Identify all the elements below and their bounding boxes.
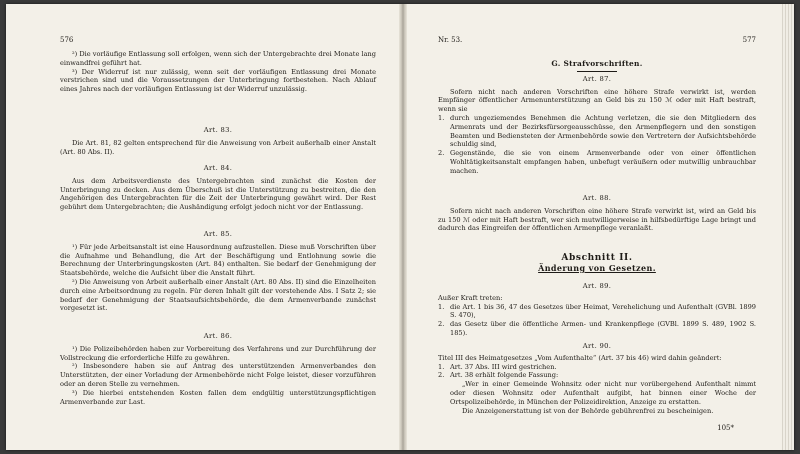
list-item (438, 371, 756, 380)
paragraph: ²) Insbesondere haben sie auf Antrag des unterstützenden Armenverbandes den Unterstützten, der einer Vorladung der Armenbehörde nicht Folge leistet, dieser vorzuführen oder an deren Stelle zu vernehmen. (60, 362, 376, 388)
book-gutter (399, 4, 407, 450)
paragraph: Die Art. 81, 82 gelten entsprechend für die Anweisung von Arbeit außerhalb einer Anstalt (Art. 80 Abs. II). (60, 138, 376, 156)
part-title: Änderung von Gesetzen. (538, 262, 656, 273)
paragraph: ¹) Die Polizeibehörden haben zur Vorbereitung des Verfahrens und zur Durchführung der Vollstreckung die erforderliche Hilfe zu gewähren. (60, 344, 376, 362)
article-heading: Art. 85. (203, 230, 233, 238)
list-item (438, 320, 756, 338)
paragraph: ²) Die vorläufige Entlassung soll erfolgen, wenn sich der Untergebrachte drei Monate lang einwandfrei geführt hat. (60, 50, 376, 67)
list-marker: 1. (438, 362, 445, 371)
divider (577, 71, 617, 72)
list-marker: 2. (438, 149, 445, 158)
page-number: 576 (60, 36, 74, 44)
article-heading: Art. 87. (582, 74, 612, 83)
article-heading: Art. 86. (203, 332, 233, 340)
list-text: das Gesetz über die öffentliche Armen- und Krankenpflege (GVBl. 1899 S. 489, 1902 S. 185). (450, 320, 756, 337)
quoted-paragraph: Die Anzeigenerstattung ist von der Behörde gebührenfrei zu bescheinigen. (462, 406, 714, 415)
list-text: Art. 38 erhält folgende Fassung: (450, 371, 559, 380)
paragraph: ³) Die hierbei entstehenden Kosten fallen dem endgültig unterstützungspflichtigen Armenverbande zur Last. (60, 388, 376, 406)
paragraph: Sofern nicht nach anderen Vorschriften eine höhere Strafe verwirkt ist, werden Empfänger öffentlicher Armenunterstützung an Geld bis zu 150 ℳ oder mit Haft bestraft, wenn sie (438, 87, 756, 114)
page-edges (782, 4, 794, 450)
quoted-paragraph: „Wer in einer Gemeinde Wohnsitz oder nicht nur vorübergehend Aufenthalt nimmt oder diesen Wohnsitz oder Aufenthalt aufgibt, hat binnen einer Woche der Ortspolizeibehörde, in München der Polizeidirektion, Anzeige zu erstatten. (450, 380, 756, 406)
part-heading: Abschnitt II. (561, 253, 633, 263)
list-marker: 1. (438, 302, 445, 311)
paragraph: ³) Der Widerruf ist nur zulässig, wenn seit der vorläufigen Entlassung drei Monate verstrichen sind und die Voraussetzungen der Unterbringung fortbestehen. Nach Ablauf eines Jahres nach der vorläufigen Entlassung ist der Widerruf unzulässig. (60, 67, 376, 94)
article-heading: Art. 90. (582, 342, 612, 350)
left-page (60, 4, 376, 450)
article-heading: Art. 84. (203, 164, 233, 172)
article-heading: Art. 88. (582, 194, 612, 202)
list-item (438, 363, 756, 372)
right-page (438, 4, 756, 450)
list-text: Gegenstände, die sie von einem Armenverbande oder von einer öffentlichen Wohltätigkeitsanstalt empfangen haben, unbefugt veräußern oder mutwillig unbrauchbar machen. (450, 149, 756, 175)
list-text: durch ungeziemendes Benehmen die Achtung verletzen, die sie den Mitgliedern des Armenrats und der Bezirksfürsorgeausschüsse, den Armenpflegern und den sonstigen Beamten und Bediensteten der Armenbehörde sowie den Vertretern der Aufsichtsbehörde schuldig sind, (450, 113, 756, 149)
article-heading: Art. 89. (582, 282, 612, 290)
issue-number: Nr. 53. (438, 36, 463, 44)
paragraph: ²) Die Anweisung von Arbeit außerhalb einer Anstalt (Art. 80 Abs. II) sind die Einzelheiten durch eine Arbeitsordnung zu regeln. Für deren Inhalt gilt der vorstehende Abs. I Satz 2; sie bedarf der Genehmigung der Staatsaufsichtsbehörde, die dem Armenverbande zunächst vorgesetzt ist. (60, 277, 376, 313)
paragraph: Aus dem Arbeitsverdienste des Untergebrachten sind zunächst die Kosten der Unterbringung zu decken. Aus dem Überschuß ist die Unterstützung zu bestreiten, die den Angehörigen des Untergebrachten für die Zeit der Unterbringung gewährt wird. Der Rest gebührt dem Untergebrachten; die Aushändigung erfolgt jedoch nicht vor der Entlassung. (60, 176, 376, 212)
list-item (438, 114, 756, 149)
signature-mark: 105* (717, 424, 734, 432)
paragraph: Außer Kraft treten: (438, 293, 503, 302)
paragraph: ¹) Für jede Arbeitsanstalt ist eine Hausordnung aufzustellen. Diese muß Vorschriften über die Aufnahme und Behandlung, die Art der Beschäftigung und Entlohnung sowie die Berechnung der Unterbringungskosten (Art. 84) enthalten. Sie bedarf der Genehmigung der Staatsbehörde, welche die Aufsicht über die Anstalt führt. (60, 242, 376, 278)
page-number: 577 (742, 36, 756, 44)
paragraph: Sofern nicht nach anderen Vorschriften eine höhere Strafe verwirkt ist, wird an Geld bis zu 150 ℳ oder mit Haft bestraft, wer sich mutwilligerweise in hilfsbedürftige Lage bringt und dadurch das Eingreifen der öffentlichen Armenpflege veranlaßt. (438, 206, 756, 233)
list-marker: 1. (438, 113, 445, 122)
list-item (438, 303, 756, 321)
list-item (438, 149, 756, 175)
book-spread (6, 4, 794, 450)
list-text: die Art. 1 bis 36, 47 des Gesetzes über Heimat, Verehelichung und Aufenthalt (GVBl. 1899 S. 470), (450, 302, 756, 320)
list-text: Art. 37 Abs. III wird gestrichen. (450, 362, 557, 371)
paragraph: Titel III des Heimatgesetzes „Vom Aufenthalte“ (Art. 37 bis 46) wird dahin geändert: (438, 353, 722, 362)
list-marker: 2. (438, 320, 445, 329)
section-heading: G. Strafvorschriften. (551, 59, 643, 68)
list-marker: 2. (438, 371, 445, 380)
article-heading: Art. 83. (203, 126, 233, 134)
